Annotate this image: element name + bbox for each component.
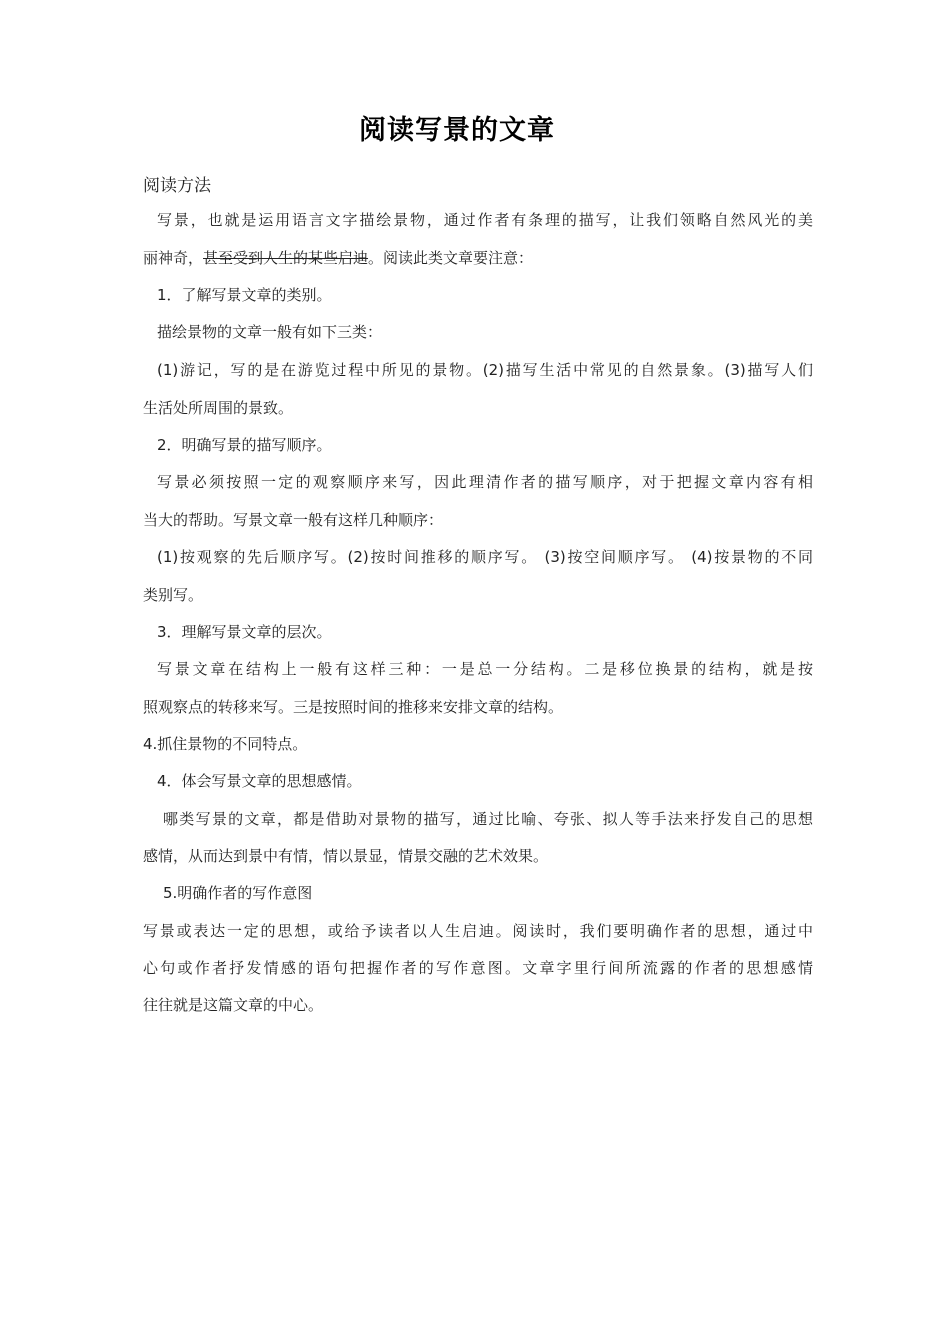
paragraph-line: 写景或表达一定的思想，或给予读者以人生启迪。阅读时，我们要明确作者的思想，通过中 bbox=[143, 922, 813, 940]
list-item-heading: 4．体会写景文章的思想感情。 bbox=[157, 772, 362, 790]
paragraph-line: 照观察点的转移来写。三是按照时间的推移来安排文章的结构。 bbox=[143, 698, 564, 716]
paragraph-line: (1)游记，写的是在游览过程中所见的景物。(2)描写生活中常见的自然景象。(3)描写人们 bbox=[157, 361, 813, 379]
list-item-heading: 2．明确写景的描写顺序。 bbox=[157, 436, 332, 454]
paragraph-line: 往往就是这篇文章的中心。 bbox=[143, 996, 324, 1014]
text-span: 。阅读此类文章要注意： bbox=[368, 249, 534, 267]
paragraph-line: 写景，也就是运用语言文字描绘景物，通过作者有条理的描写，让我们领略自然风光的美 bbox=[157, 211, 813, 229]
paragraph-line: 类别写。 bbox=[143, 586, 204, 604]
list-item-heading: 4.抓住景物的不同特点。 bbox=[143, 735, 308, 753]
paragraph-line: 描绘景物的文章一般有如下三类： bbox=[157, 323, 383, 341]
paragraph-line: 感情，从而达到景中有情，情以景显，情景交融的艺术效果。 bbox=[143, 847, 549, 865]
document-title: 阅读写景的文章 bbox=[359, 115, 555, 146]
section-heading: 阅读方法 bbox=[143, 176, 211, 196]
strikethrough-text: 甚至受到人生的某些启迪 bbox=[203, 249, 369, 267]
paragraph-line bbox=[143, 248, 813, 268]
paragraph-line: 哪类写景的文章，都是借助对景物的描写，通过比喻、夸张、拟人等手法来抒发自己的思想 bbox=[163, 810, 813, 828]
paragraph-line: (1)按观察的先后顺序写。(2)按时间推移的顺序写。 (3)按空间顺序写。 (4)按景物的不同 bbox=[157, 548, 813, 566]
paragraph-line: 当大的帮助。写景文章一般有这样几种顺序： bbox=[143, 511, 444, 529]
list-item-heading: 5.明确作者的写作意图 bbox=[163, 884, 313, 902]
list-item-heading: 3．理解写景文章的层次。 bbox=[157, 623, 332, 641]
paragraph-line: 写景文章在结构上一般有这样三种：一是总一分结构。二是移位换景的结构，就是按 bbox=[157, 660, 813, 678]
list-item-heading: 1．了解写景文章的类别。 bbox=[157, 286, 332, 304]
paragraph-line: 写景必须按照一定的观察顺序来写，因此理清作者的描写顺序，对于把握文章内容有相 bbox=[157, 473, 813, 491]
paragraph-line: 生活处所周围的景致。 bbox=[143, 399, 294, 417]
paragraph-line: 心句或作者抒发情感的语句把握作者的写作意图。文章字里行间所流露的作者的思想感情 bbox=[143, 959, 813, 977]
text-span: 丽神奇， bbox=[143, 249, 204, 267]
